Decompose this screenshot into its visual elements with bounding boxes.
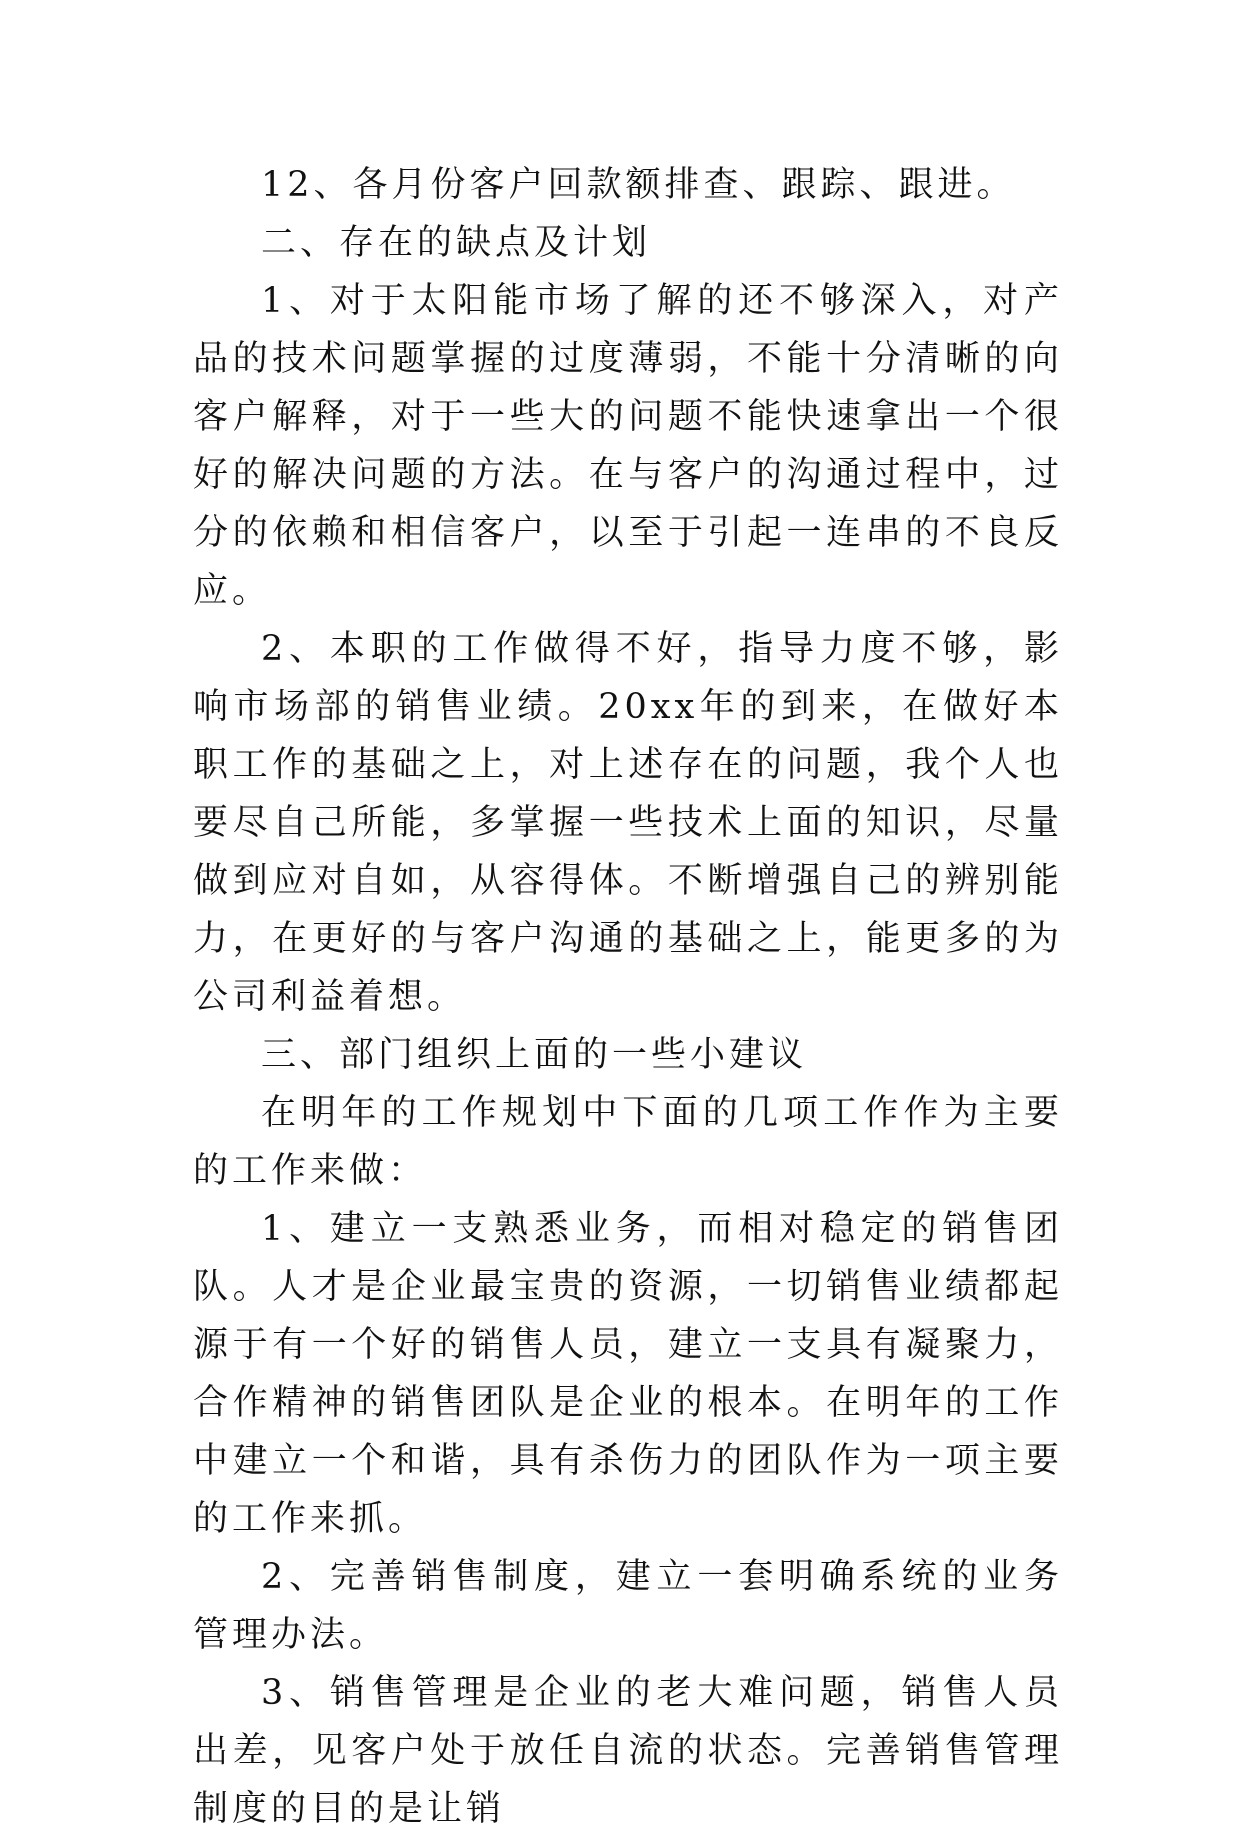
paragraph-suggestions-intro: 在明年的工作规划中下面的几项工作作为主要的工作来做： xyxy=(193,1093,1063,1191)
section-heading-suggestions: 三、部门组织上面的一些小建议 xyxy=(261,1035,808,1075)
paragraph-item-12: 12、各月份客户回款额排查、跟踪、跟进。 xyxy=(261,165,1016,205)
paragraph-shortcoming-2: 2、本职的工作做得不好，指导力度不够，影响市场部的销售业绩。20xx年的到来，在做好本职工作的基础之上，对上述存在的问题，我个人也要尽自己所能，多掌握一些技术上面的知识，尽量做到应对自如，从容得体。不断增强自己的辨别能力，在更好的与客户沟通的基础之上，能更多的为公司利益着想。 xyxy=(193,629,1063,1017)
paragraph-suggestion-3: 3、销售管理是企业的老大难问题，销售人员出差，见客户处于放任自流的状态。完善销售管理制度的目的是让销 xyxy=(193,1673,1063,1829)
paragraph-shortcoming-1: 1、对于太阳能市场了解的还不够深入，对产品的技术问题掌握的过度薄弱，不能十分清晰的向客户解释，对于一些大的问题不能快速拿出一个很好的解决问题的方法。在与客户的沟通过程中，过分的依赖和相信客户，以至于引起一连串的不良反应。 xyxy=(193,281,1063,611)
paragraph-suggestion-2: 2、完善销售制度，建立一套明确系统的业务管理办法。 xyxy=(193,1557,1063,1655)
document-body xyxy=(193,156,1063,1838)
section-heading-shortcomings: 二、存在的缺点及计划 xyxy=(261,223,652,263)
paragraph-suggestion-1: 1、建立一支熟悉业务，而相对稳定的销售团队。人才是企业最宝贵的资源，一切销售业绩都起源于有一个好的销售人员，建立一支具有凝聚力，合作精神的销售团队是企业的根本。在明年的工作中建立一个和谐，具有杀伤力的团队作为一项主要的工作来抓。 xyxy=(193,1209,1063,1539)
